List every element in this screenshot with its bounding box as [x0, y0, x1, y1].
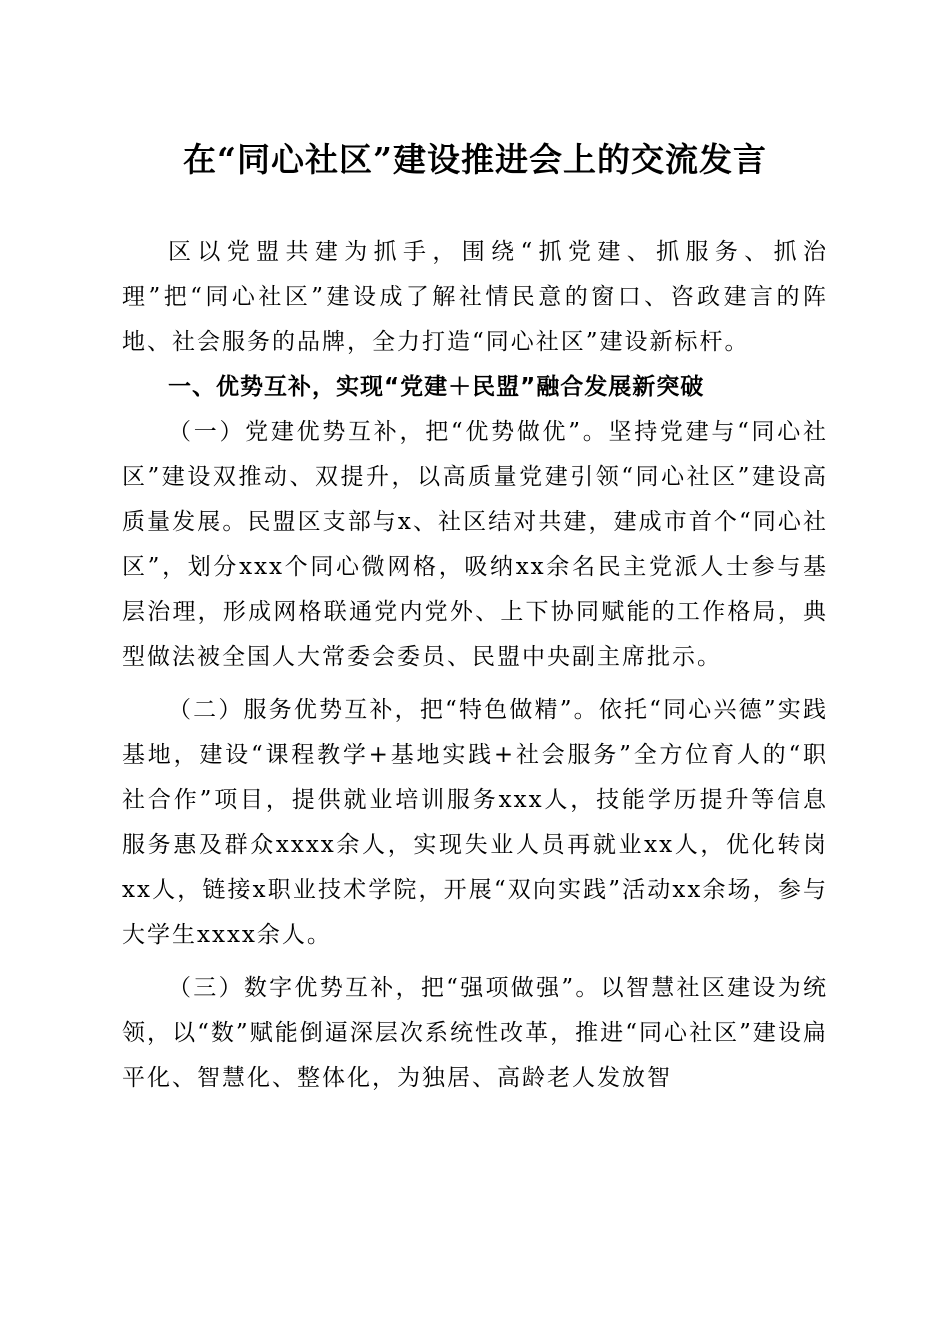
intro-paragraph: 区以党盟共建为抓手，围绕“抓党建、抓服务、抓治理”把“同心社区”建设成了解社情民意的窗口、咨政建言的阵地、社会服务的品牌，全力打造“同心社区”建设新标杆。 — [122, 239, 828, 355]
section-heading-1: 一、优势互补，实现“党建＋民盟”融合发展新突破 — [168, 374, 705, 400]
paragraph-service: （二）服务优势互补，把“特色做精”。依托“同心兴德”实践基地，建设“课程教学+基地实践+社会服务”全方位育人的“职社合作”项目，提供就业培训服务xxx人，技能学历提升等信息服务惠及群众xxxx余人，实现失业人员再就业xx人，优化转岗xx人，链接x职业技术学院，开展“双向实践”活动xx余场，参与大学生xxxx余人。 — [122, 697, 828, 948]
document-title: 在“同心社区”建设推进会上的交流发言 — [183, 140, 767, 179]
document-body — [122, 230, 828, 1101]
paragraph-digital: （三）数字优势互补，把“强项做强”。以智慧社区建设为统领，以“数”赋能倒逼深层次系统性改革，推进“同心社区”建设扁平化、智慧化、整体化，为独居、高龄老人发放智 — [122, 975, 828, 1091]
paragraph-party-building: （一）党建优势互补，把“优势做优”。坚持党建与“同心社区”建设双推动、双提升，以高质量党建引领“同心社区”建设高质量发展。民盟区支部与x、社区结对共建，建成市首个“同心社区”，划分xxx个同心微网格，吸纳xx余名民主党派人士参与基层治理，形成网格联通党内党外、上下协同赋能的工作格局，典型做法被全国人大常委会委员、民盟中央副主席批示。 — [122, 419, 828, 670]
